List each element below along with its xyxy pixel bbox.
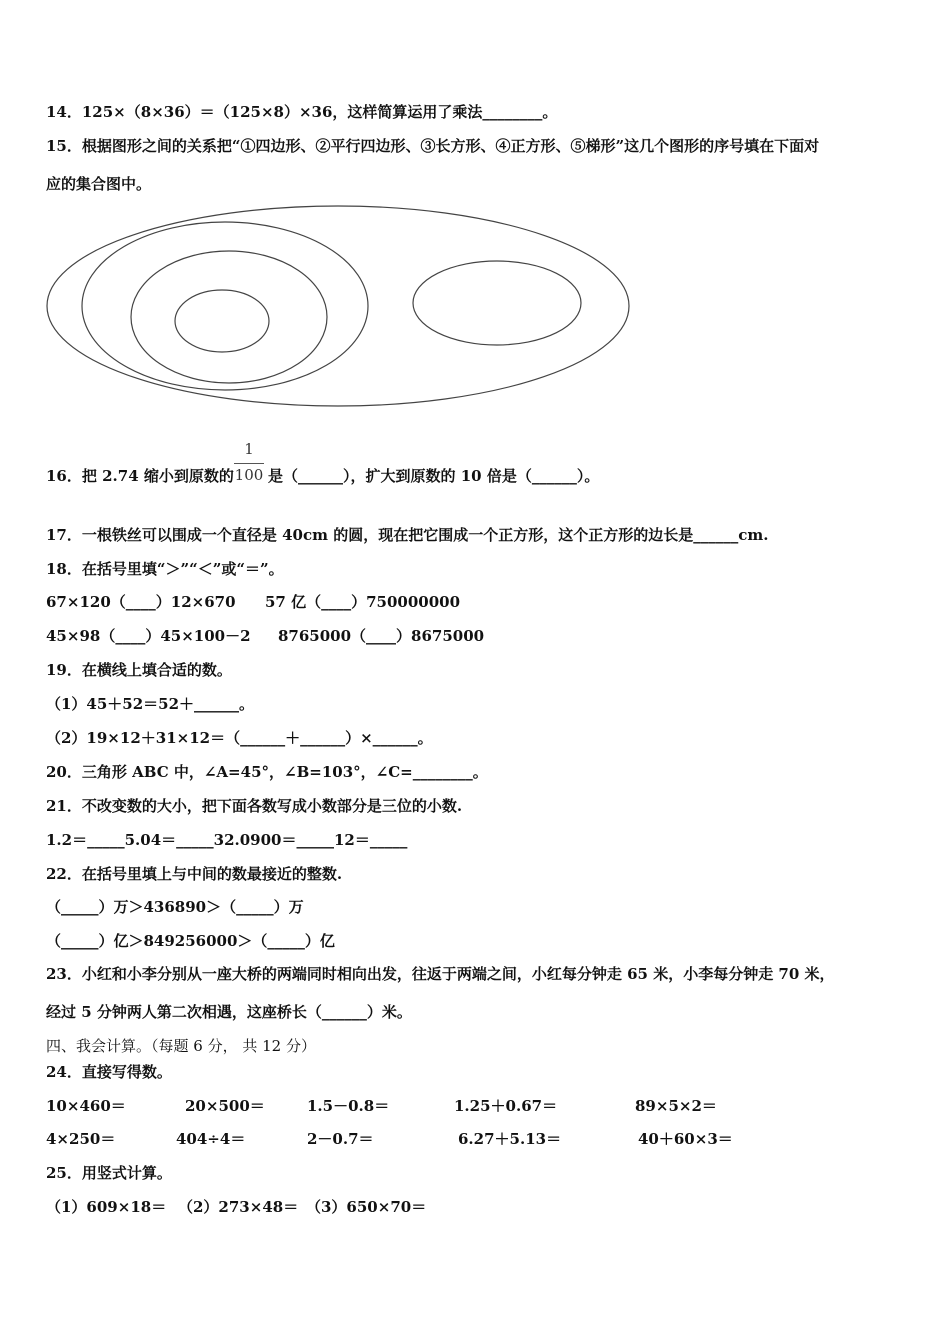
question-17: 17．一根铁丝可以围成一个直径是 40cm 的圆，现在把它围成一个正方形，这个正方形的边长是______cm. [46,526,769,544]
question-16-prefix: 16．把 2.74 缩小到原数的 [46,467,234,485]
fraction-denominator: 100 [234,466,264,484]
question-14: 14．125×（8×36）＝（125×8）×36，这样简算运用了乘法________。 [46,103,558,121]
question-18-row1-a: 67×120（____）12×670 [46,593,236,611]
calc-item: 89×5×2＝ [635,1097,717,1115]
calc-item: 404÷4＝ [176,1130,246,1148]
calc-item: 20×500＝ [185,1097,265,1115]
calc-item: 1.5－0.8＝ [307,1097,390,1115]
vertical-calc-item: （3）650×70＝ [306,1198,427,1216]
question-22-title: 22．在括号里填上与中间的数最接近的整数. [46,865,343,883]
question-21-items: 1.2＝_____5.04＝_____32.0900＝_____12＝_____ [46,831,408,849]
question-18-row2-a: 45×98（____）45×100－2 [46,627,251,645]
calc-item: 6.27＋5.13＝ [458,1130,562,1148]
question-16-suffix: 是（______），扩大到原数的 10 倍是（______）。 [268,467,600,485]
question-24-title: 24．直接写得数。 [46,1063,172,1081]
question-19-part1: （1）45＋52＝52＋______。 [46,695,255,713]
question-19-part2: （2）19×12＋31×12＝（______＋______）×______。 [46,729,433,747]
calc-item: 2－0.7＝ [307,1130,374,1148]
question-22-row1: （_____）万＞436890＞（_____）万 [46,898,304,916]
section-4-heading: 四、我会计算。（每题 6 分， 共 12 分） [46,1037,316,1055]
calc-item: 1.25＋0.67＝ [454,1097,558,1115]
calc-item: 40＋60×3＝ [638,1130,733,1148]
calc-item: 10×460＝ [46,1097,126,1115]
fraction-one-hundredth [234,440,264,486]
question-23-line2: 经过 5 分钟两人第二次相遇，这座桥长（______）米。 [46,1003,412,1021]
question-20: 20．三角形 ABC 中，∠A=45°，∠B=103°，∠C=________。 [46,763,488,781]
set-ellipse-3 [131,251,327,383]
question-18-row1-b: 57 亿（____）750000000 [265,593,461,611]
question-18-row2-b: 8765000（____）8675000 [278,627,485,645]
question-23-line1: 23．小红和小李分别从一座大桥的两端同时相向出发，往返于两端之间，小红每分钟走 65 米，小李每分钟走 70 米， [46,965,835,983]
question-19-title: 19．在横线上填合适的数。 [46,661,232,679]
question-25-title: 25．用竖式计算。 [46,1164,172,1182]
fraction-numerator: 1 [244,440,254,458]
vertical-calc-item: （1）609×18＝ [46,1198,167,1216]
question-15-line1: 15．根据图形之间的关系把“①四边形、②平行四边形、③长方形、④正方形、⑤梯形”这几个图形的序号填在下面对 [46,137,820,155]
question-21-title: 21．不改变数的大小，把下面各数写成小数部分是三位的小数. [46,797,463,815]
set-ellipse-right [413,261,581,345]
outer-set-ellipse [47,206,629,406]
calc-item: 4×250＝ [46,1130,116,1148]
question-15-line2: 应的集合图中。 [46,175,152,193]
fraction-bar [234,463,264,464]
question-18-title: 18．在括号里填“＞”“＜”或“＝”。 [46,560,284,578]
set-ellipse-4 [175,290,269,352]
vertical-calc-item: （2）273×48＝ [178,1198,299,1216]
question-22-row2: （_____）亿＞849256000＞（_____）亿 [46,932,335,950]
